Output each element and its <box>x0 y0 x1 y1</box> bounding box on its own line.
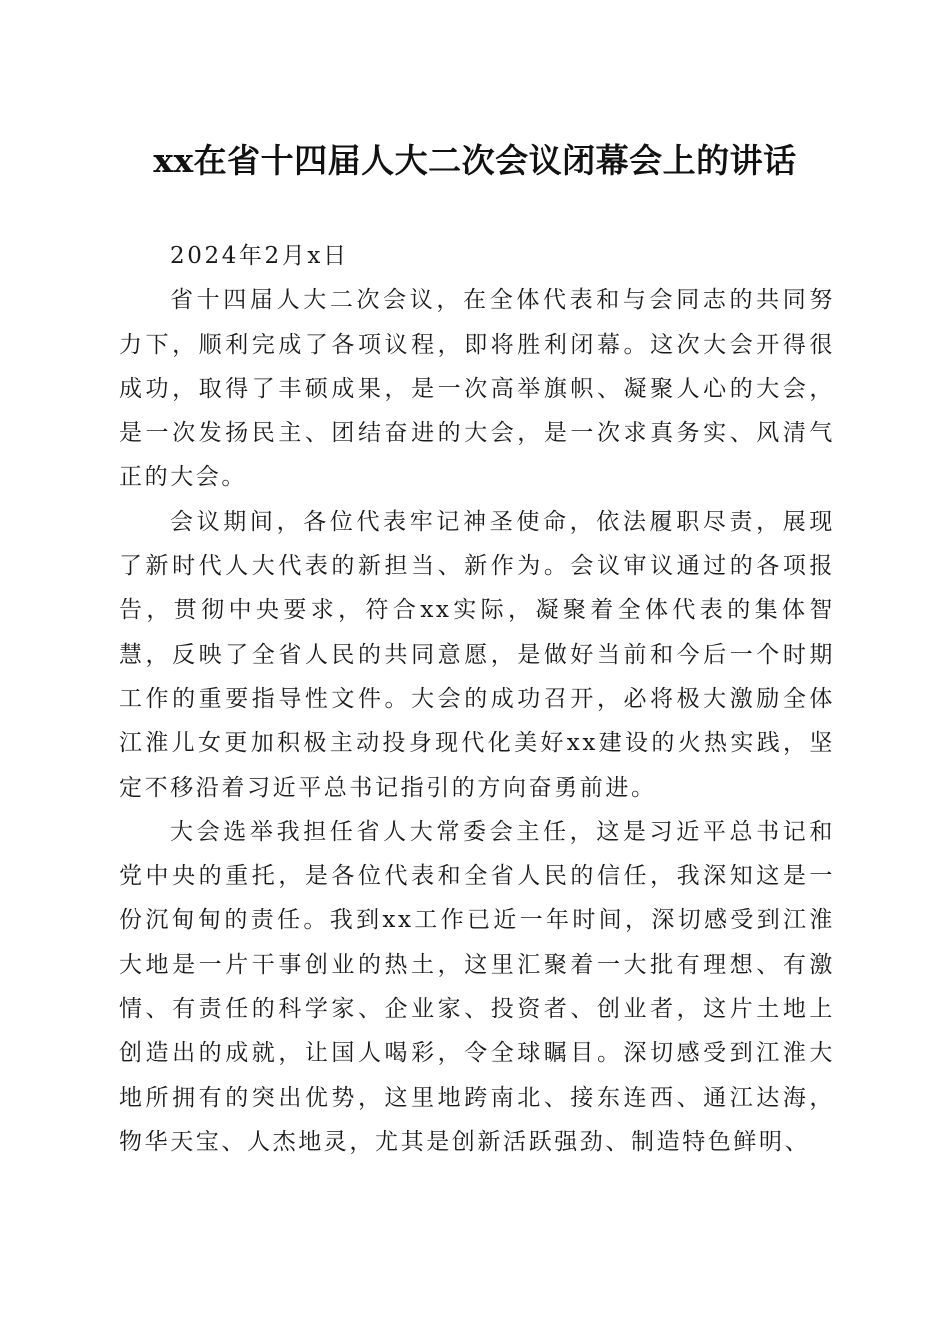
document-body <box>119 232 835 1164</box>
paragraph-1: 省十四届人大二次会议，在全体代表和与会同志的共同努力下，顺利完成了各项议程，即将胜利闭幕。这次大会开得很成功，取得了丰硕成果，是一次高举旗帜、凝聚人心的大会，是一次发扬民主、团结奋进的大会，是一次求真务实、风清气正的大会。 <box>119 287 835 491</box>
speech-date: 2024年2月x日 <box>170 243 349 269</box>
paragraph-3: 大会选举我担任省人大常委会主任，这是习近平总书记和党中央的重托，是各位代表和全省人民的信任，我深知这是一份沉甸甸的责任。我到xx工作已近一年时间，深切感受到江淮大地是一片干事创业的热土，这里汇聚着一大批有理想、有激情、有责任的科学家、企业家、投资者、创业者，这片土地上创造出的成就，让国人喝彩，令全球瞩目。深切感受到江淮大地所拥有的突出优势，这里地跨南北、接东连西、通江达海，物华天宝、人杰地灵，尤其是创新活跃强劲、制造特色鲜明、 <box>119 818 835 1155</box>
document-title: xx在省十四届人大二次会议闭幕会上的讲话 <box>153 141 797 180</box>
paragraph-2: 会议期间，各位代表牢记神圣使命，依法履职尽责，展现了新时代人大代表的新担当、新作为。会议审议通过的各项报告，贯彻中央要求，符合xx实际，凝聚着全体代表的集体智慧，反映了全省人民的共同意愿，是做好当前和今后一个时期工作的重要指导性文件。大会的成功召开，必将极大激励全体江淮儿女更加积极主动投身现代化美好xx建设的火热实践，坚定不移沿着习近平总书记指引的方向奋勇前进。 <box>119 508 835 801</box>
